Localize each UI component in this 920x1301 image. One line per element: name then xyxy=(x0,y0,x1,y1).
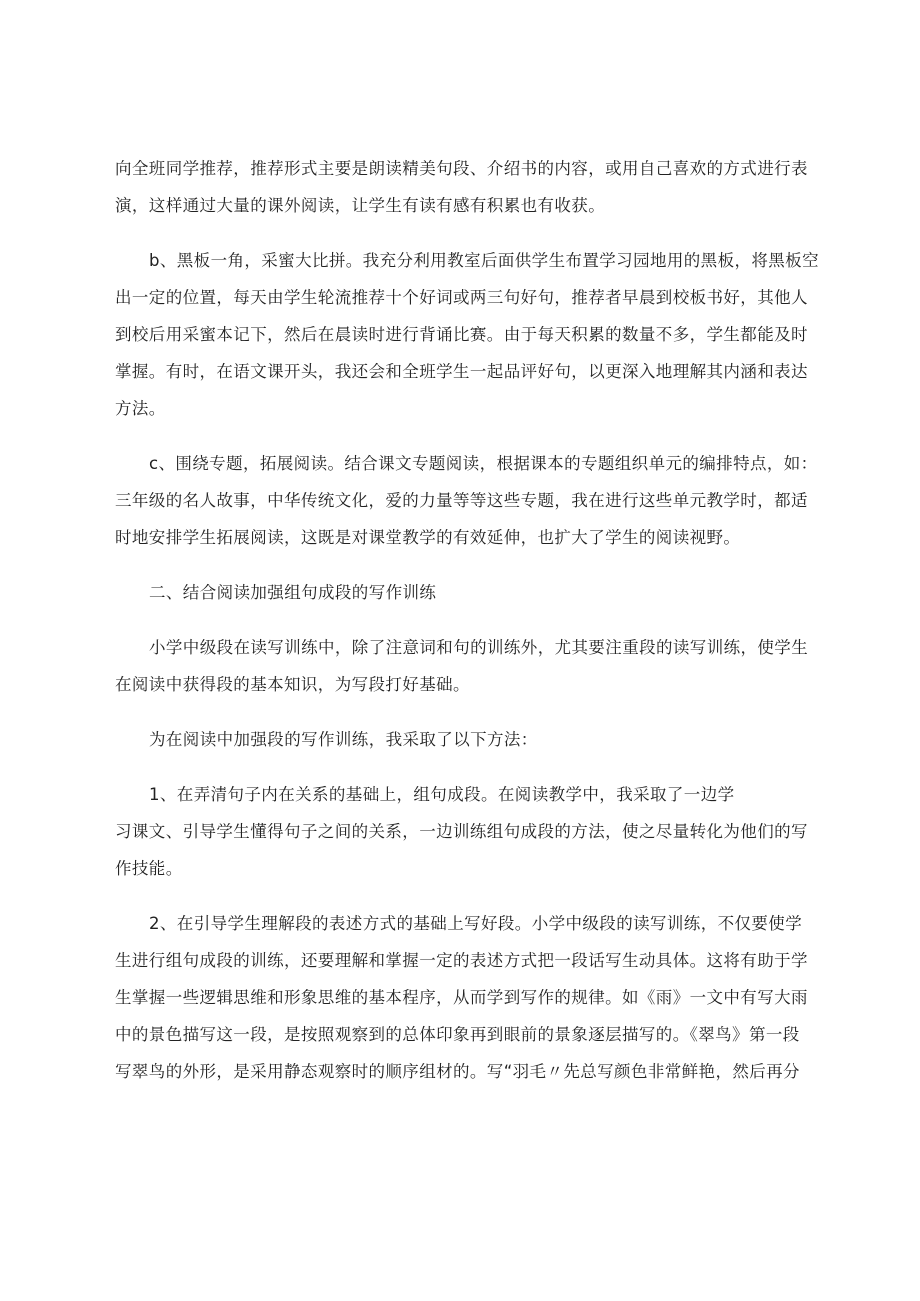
paragraph-recommendation-continued xyxy=(115,150,827,224)
text-line: 时地安排学生拓展阅读，这既是对课堂教学的有效延伸，也扩大了学生的阅读视野。 xyxy=(115,528,741,547)
text-line: 为在阅读中加强段的写作训练，我采取了以下方法： xyxy=(149,730,538,749)
paragraph-method-2 xyxy=(115,905,827,1090)
paragraph-mid-level-training xyxy=(115,629,827,703)
paragraph-methods-intro xyxy=(115,721,827,758)
text-line: 小学中级段在读写训练中，除了注意词和句的训练外，尤其要注重段的读写训练，使学生 xyxy=(149,638,809,657)
text-line: 演，这样通过大量的课外阅读，让学生有读有感有积累也有收获。 xyxy=(115,196,606,215)
text-line: 作技能。 xyxy=(115,859,183,878)
text-line: c、围绕专题，拓展阅读。结合课文专题阅读，根据课本的专题组织单元的编排特点，如： xyxy=(149,454,818,473)
section-heading xyxy=(115,574,827,611)
text-line: 出一定的位置，每天由学生轮流推荐十个好词或两三句好句，推荐者早晨到校板书好，其他人 xyxy=(115,288,808,307)
text-line: 在阅读中获得段的基本知识，为写段打好基础。 xyxy=(115,675,470,694)
text-line: b、黑板一角，采蜜大比拼。我充分利用教室后面供学生布置学习园地用的黑板，将黑板空 xyxy=(149,251,819,270)
text-line: 向全班同学推荐，推荐形式主要是朗读精美句段、介绍书的内容，或用自己喜欢的方式进行表 xyxy=(115,159,808,178)
text-line: 生进行组句成段的训练，还要理解和掌握一定的表述方式把一段话写生动具体。这将有助于学 xyxy=(115,951,808,970)
text-line: 到校后用采蜜本记下，然后在晨读时进行背诵比赛。由于每天积累的数量不多，学生都能及时 xyxy=(115,325,808,344)
paragraph-method-1 xyxy=(115,776,827,887)
text-line: 写翠鸟的外形，是采用静态观察时的顺序组材的。写“羽毛〃先总写颜色非常鲜艳，然后再分 xyxy=(115,1062,800,1081)
text-line: 方法。 xyxy=(115,399,166,418)
paragraph-topic-reading xyxy=(115,445,827,556)
text-line: 1、在弄清句子内在关系的基础上，组句成段。在阅读教学中，我采取了一边学 xyxy=(149,785,735,804)
text-line: 中的景色描写这一段，是按照观察到的总体印象再到眼前的景象逐层描写的。《翠鸟》第一段 xyxy=(115,1025,800,1044)
paragraph-blackboard-corner xyxy=(115,242,827,427)
text-line: 生掌握一些逻辑思维和形象思维的基本程序，从而学到写作的规律。如《雨》一文中有写大雨 xyxy=(115,988,808,1007)
text-line: 掌握。有时，在语文课开头，我还会和全班学生一起品评好句，以更深入地理解其内涵和表达 xyxy=(115,362,808,381)
text-line: 习课文、引导学生懂得句子之间的关系，一边训练组句成段的方法，使之尽量转化为他们的写 xyxy=(115,822,808,841)
text-line: 三年级的名人故事，中华传统文化，爱的力量等等这些专题，我在进行这些单元教学时，都适 xyxy=(115,491,808,510)
document-body xyxy=(115,150,827,1108)
heading-line: 二、结合阅读加强组句成段的写作训练 xyxy=(149,583,437,602)
text-line: 2、在引导学生理解段的表述方式的基础上写好段。小学中级段的读写训练，不仅要使学 xyxy=(149,914,803,933)
